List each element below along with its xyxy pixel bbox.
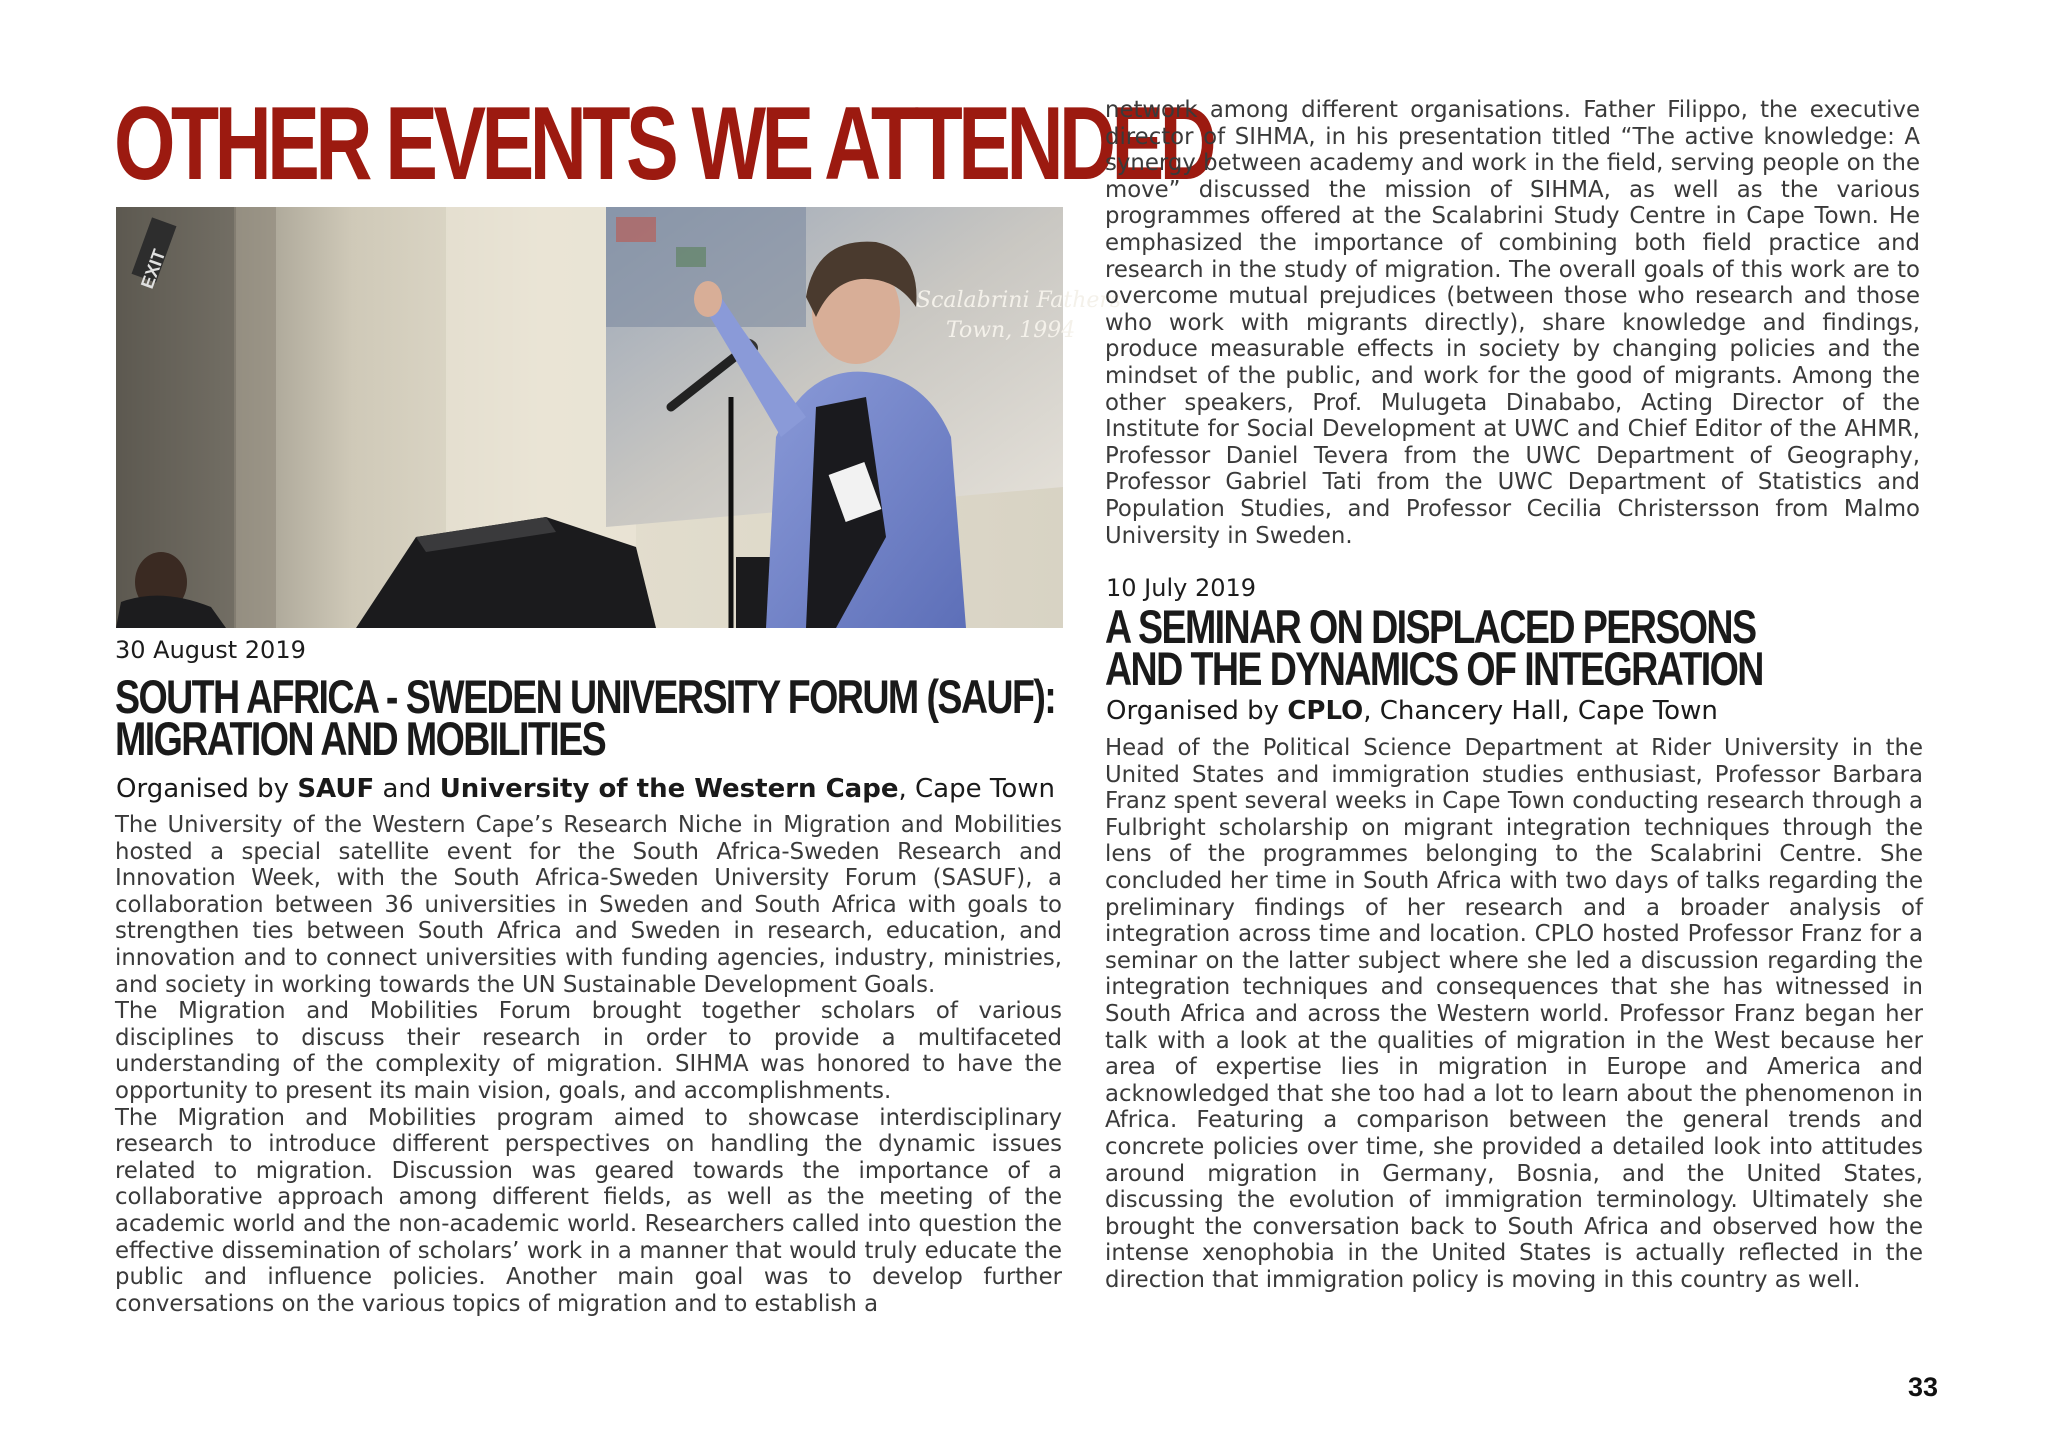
organiser-location: , Chancery Hall, Cape Town bbox=[1363, 696, 1718, 726]
event1-headline-line1: SOUTH AFRICA - SWEDEN UNIVERSITY FORUM (SAUF): bbox=[115, 670, 1056, 723]
organiser-prefix: Organised by bbox=[1106, 696, 1288, 726]
event1-paragraph-1: The University of the Western Cape’s Research Niche in Migration and Mobilities hosted a special satellite event for the South Africa-Sweden Research and Innovation Week, with the South Africa-Sweden University Forum (SASUF), a collaboration between 36 universities in Sweden and South Africa with goals to strengthen ties between South Africa and Sweden in research, education, and innovation and to connect universities with funding agencies, industry, ministries, and society in working towards the UN Sustainable Development Goals. bbox=[115, 812, 1062, 998]
organiser-prefix: Organised by bbox=[116, 774, 298, 804]
event1-paragraph-2: The Migration and Mobilities Forum brought together scholars of various disciplines to discuss their research in order to provide a multifaceted understanding of the complexity of migration. SIHMA was honored to have the opportunity to present its main vision, goals, and accomplishments. bbox=[115, 998, 1062, 1104]
organiser-location: , Cape Town bbox=[898, 774, 1055, 804]
event2-headline-line1: A SEMINAR ON DISPLACED PERSONS bbox=[1105, 600, 1756, 653]
event2-body: Head of the Political Science Department at Rider University in the United States and immigration studies enthusiast, Professor Barbara Franz spent several weeks in Cape Town conducting research through a Fulbright scholarship on migrant integration techniques through the lens of the programmes belonging to the Scalabrini Centre. She concluded her time in South Africa with two days of talks regarding the preliminary findings of her research and a broader analysis of integration across time and location. CPLO hosted Professor Franz for a seminar on the latter subject where she led a discussion regarding the integration techniques and consequences that she has witnessed in South Africa and across the Western world. Professor Franz began her talk with a look at the qualities of migration in the West because her area of expertise lies in migration in Europe and America and acknowledged that she too had a lot to learn about the phenomenon in Africa. Featuring a comparison between the general trends and concrete policies over time, she provided a detailed look into attitudes around migration in Germany, Bosnia, and the United States, discussing the evolution of immigration terminology. Ultimately she brought the conversation back to South Africa and observed how the intense xenophobia in the United States is actually reflected in the direction that immigration policy is moving in this country as well. bbox=[1105, 735, 1923, 1293]
event1-body bbox=[115, 812, 1062, 1317]
organiser-and: and bbox=[374, 774, 440, 804]
organiser-sauf: SAUF bbox=[297, 774, 375, 804]
event2-headline-line2: AND THE DYNAMICS OF INTEGRATION bbox=[1105, 642, 1763, 695]
continuation-text: network among different organisations. Father Filippo, the executive director of SIHMA, in his presentation titled “The active knowledge: A synergy between academy and work in the field, serving people on the move” discussed the mission of SIHMA, as well as the various programmes offered at the Scalabrini Study Centre in Cape Town. He emphasized the importance of combining both field practice and research in the study of migration. The overall goals of this work are to overcome mutual prejudices (between those who research and those who work with migrants directly), share knowledge and findings, produce measurable effects in society by changing policies and the mindset of the public, and work for the good of migrants. Among the other speakers, Prof. Mulugeta Dinababo, Acting Director of the Institute for Social Development at UWC and Chief Editor of the AHMR, Professor Daniel Tevera from the UWC Department of Geography, Professor Gabriel Tati from the UWC Department of Statistics and Population Studies, and Professor Cecilia Christersson from Malmo University in Sweden. bbox=[1105, 97, 1920, 549]
page-number: 33 bbox=[1908, 1372, 1939, 1402]
event2-organiser bbox=[1106, 696, 1718, 726]
event1-paragraph-3: The Migration and Mobilities program aimed to showcase interdisciplinary research to introduce different perspectives on handling the dynamic issues related to migration. Discussion was geared towards the importance of a collaborative approach among different fields, as well as the meeting of the academic world and the non-academic world. Researchers called into question the effective dissemination of scholars’ work in a manner that would truly educate the public and influence policies. Another main goal was to develop further conversations on the various topics of migration and to establish a bbox=[115, 1104, 1062, 1317]
event-photo bbox=[116, 207, 1122, 628]
event1-date: 30 August 2019 bbox=[115, 636, 306, 664]
svg-text:EXIT: EXIT bbox=[136, 246, 170, 292]
event2-date: 10 July 2019 bbox=[1106, 574, 1257, 602]
organiser-cplo: CPLO bbox=[1287, 696, 1364, 726]
event1-organiser bbox=[116, 774, 1055, 804]
slide-text: Scalabrini Fathers bbox=[916, 288, 1122, 313]
svg-text:Town, 1994: Town, 1994 bbox=[946, 318, 1076, 343]
organiser-uwc: University of the Western Cape bbox=[439, 774, 899, 804]
event1-headline-line2: MIGRATION AND MOBILITIES bbox=[115, 712, 606, 765]
page-title: OTHER EVENTS WE ATTENDED bbox=[114, 86, 1213, 202]
